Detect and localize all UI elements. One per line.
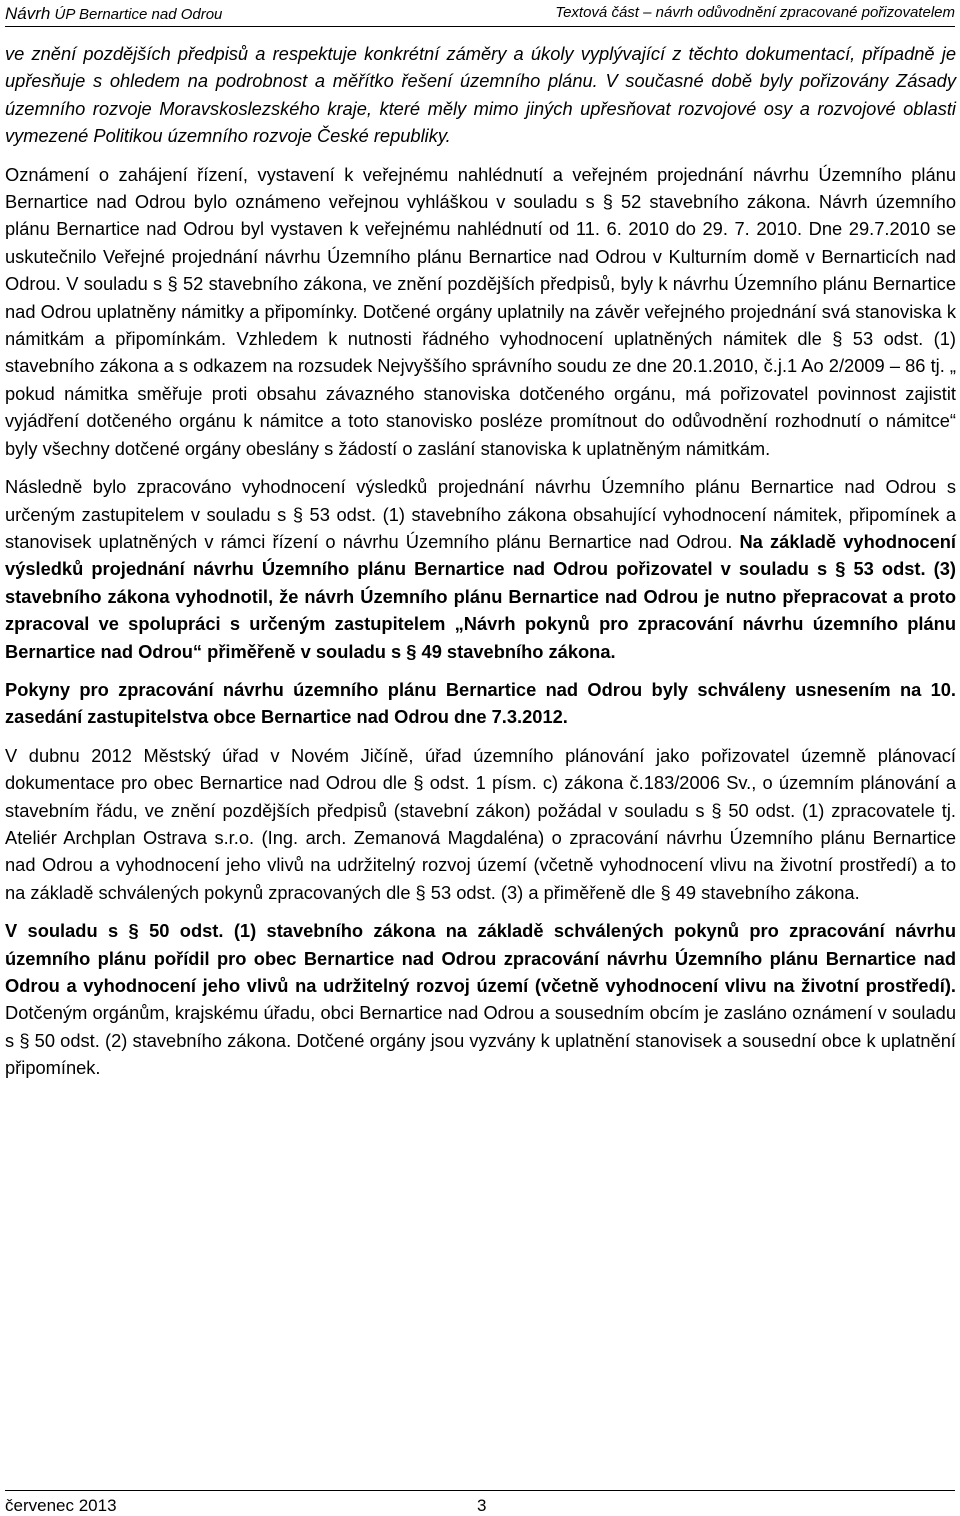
- paragraph-2: Oznámení o zahájení řízení, vystavení k veřejnému nahlédnutí a veřejném projednání návrhu Územního plánu Bernartice nad Odrou bylo oznámeno veřejnou vyhláškou v souladu s § 52 stavebního zákona. Návrh územního plánu Bernartice nad Odrou byl vystaven k veřejnému nahlédnutí od 11. 6. 2010 do 29. 7. 2010. Dne 29.7.2010 se uskutečnilo Veřejné projednání návrhu Územního plánu Bernartice nad Odrou v Kulturním domě v Bernarticích nad Odrou. V souladu s § 52 stavebního zákona, ve znění pozdějších předpisů, byly k návrhu Územního plánu Bernartice nad Odrou uplatněny námitky a připomínky. Dotčené orgány uplatnily na závěr veřejného projednání svá stanoviska k námitkám a připomínkám. Vzhledem k nutnosti řádného vyhodnocení uplatněných námitek dle § 53 odst. (1) stavebního zákona a s odkazem na rozsudek Nejvyššího správního soudu ze dne 20.1.2010, č.j.1 Ao 2/2009 – 86 tj. „ pokud námitka směřuje proti obsahu závazného stanoviska dotčeného orgánu, má pořizovatel povinnost zajistit vyjádření dotčeného orgánu k námitce a toto stanovisko posléze promítnout do odůvodnění rozhodnutí o námitce“ byly všechny dotčené orgány obeslány s žádostí o zaslání stanoviska k uplatněným námitkám.: [5, 163, 956, 459]
- footer-date: červenec 2013: [5, 1496, 117, 1515]
- paragraph-3: [5, 473, 956, 665]
- header-title: [5, 4, 222, 24]
- page-footer: [5, 1490, 955, 1513]
- header-title-main: Návrh: [5, 4, 51, 23]
- paragraph-3-bold: Na základě vyhodnocení výsledků projednání návrhu Územního plánu Bernartice nad Odrou pořizovatel v souladu s § 53 odst. (3) stavebního zákona vyhodnotil, že návrh Územního plánu Bernartice nad Odrou je nutno přepracovat a proto zpracoval ve spolupráci s určeným zastupitelem „Návrh pokynů pro zpracování návrhu územního plánu Bernartice nad Odrou“ přiměřeně v souladu s § 49 stavebního zákona.: [5, 530, 956, 662]
- paragraph-6: [5, 917, 956, 1081]
- page-header: [5, 0, 955, 27]
- paragraph-5: V dubnu 2012 Městský úřad v Novém Jičíně, úřad územního plánování jako pořizovatel územně plánovací dokumentace pro obec Bernartice nad Odrou dle § odst. 1 písm. c) zákona č.183/2006 Sv., o územním plánování a stavebním řádu, ve znění pozdějších předpisů (stavební zákon) požádal v souladu s § 50 odst. (1) zpracovatele tj. Ateliér Archplan Ostrava s.r.o. (Ing. arch. Zemanová Magdaléna) o zpracování návrhu Územního plánu Bernartice nad Odrou a vyhodnocení jeho vlivů na udržitelný rozvoj území (včetně vyhodnocení vlivu na životní prostředí) a to na základě schválených pokynů zpracovaných dle § 53 odst. (3) a přiměřeně dle § 49 stavebního zákona.: [5, 744, 956, 903]
- page-number: 3: [477, 1496, 487, 1515]
- header-section: Textová část – návrh odůvodnění zpracované pořizovatelem: [555, 4, 955, 21]
- paragraph-6-text: Dotčeným orgánům, krajskému úřadu, obci Bernartice nad Odrou a sousedním obcím je zasláno oznámení v souladu s § 50 odst. (2) stavebního zákona. Dotčené orgány jsou vyzvány k uplatnění stanovisek a sousední obce k uplatnění připomínek.: [5, 1002, 956, 1079]
- paragraph-4-bold: Pokyny pro zpracování návrhu územního plánu Bernartice nad Odrou byly schváleny usnesením na 10. zasedání zastupitelstva obce Bernartice nad Odrou dne 7.3.2012.: [5, 678, 956, 728]
- paragraph-1: ve znění pozdějších předpisů a respektuje konkrétní záměry a úkoly vyplývající z těchto dokumentací, případně je upřesňuje s ohledem na podrobnost a měřítko řešení územního plánu. V současné době byly pořizovány Zásady územního rozvoje Moravskoslezského kraje, které měly mimo jiných upřesňovat rozvojové osy a rozvojové oblasti vymezené Politikou územního rozvoje České republiky.: [5, 43, 956, 147]
- paragraph-6-bold: V souladu s § 50 odst. (1) stavebního zákona na základě schválených pokynů pro zpracování návrhu územního plánu pořídil pro obec Bernartice nad Odrou zpracování návrhu Územního plánu Bernartice nad Odrou a vyhodnocení jeho vlivů na udržitelný rozvoj území (včetně vyhodnocení vlivu na životní prostředí).: [5, 920, 956, 996]
- paragraph-3-text: Následně bylo zpracováno vyhodnocení výsledků projednání návrhu Územního plánu Bernartice nad Odrou s určeným zastupitelem v souladu s § 53 odst. (1) stavebního zákona obsahující vyhodnocení námitek, připomínek a stanovisek uplatněných v rámci řízení o návrhu Územního plánu Bernartice nad Odrou.: [5, 476, 956, 552]
- document-body: [5, 40, 956, 1093]
- header-title-sub: ÚP Bernartice nad Odrou: [54, 6, 223, 23]
- paragraph-4: [5, 676, 956, 731]
